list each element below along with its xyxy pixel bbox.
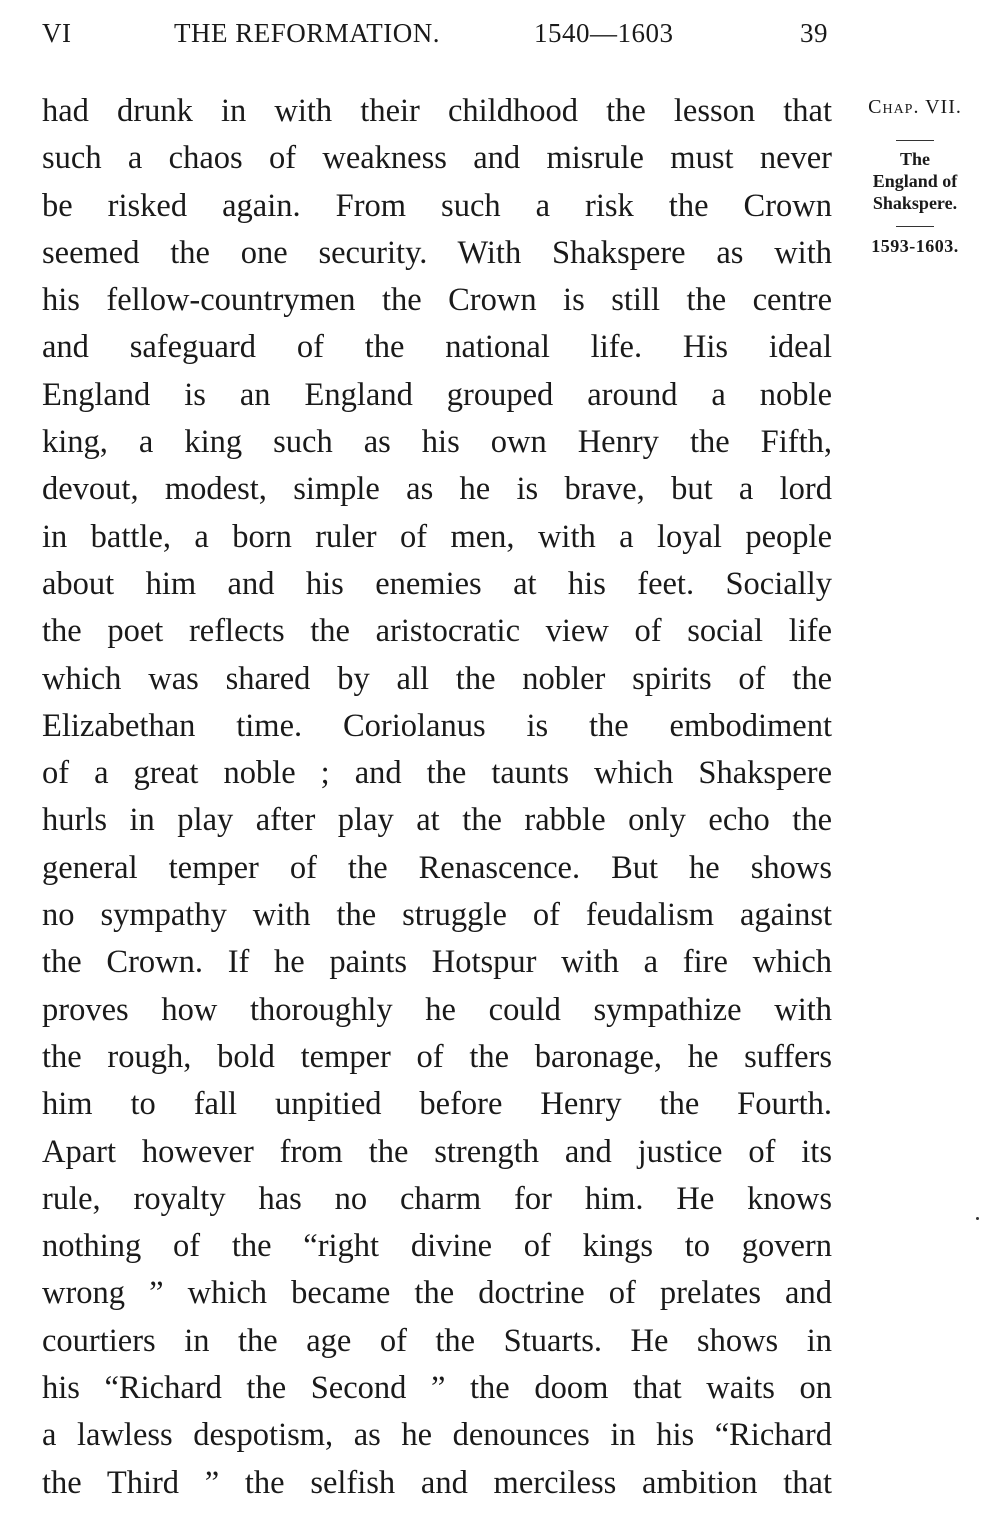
text-line: of a great noble ; and the taunts which Shakspere (42, 755, 832, 792)
sidenote-title (848, 148, 982, 214)
text-line: nothing of the “right divine of kings to govern (42, 1228, 832, 1265)
sidenote-years: 1593-1603. (871, 236, 959, 256)
text-line: wrong ” which became the doctrine of prelates and (42, 1275, 832, 1312)
sidenote-rule-bottom (896, 226, 934, 227)
text-line: be risked again. From such a risk the Crown (42, 187, 832, 224)
text-line: the rough, bold temper of the baronage, he suffers (42, 1038, 832, 1075)
text-line: rule, royalty has no charm for him. He knows (42, 1180, 832, 1217)
text-line: a lawless despotism, as he denounces in his “Richard (42, 1417, 832, 1454)
text-line: king, a king such as his own Henry the Fifth, (42, 424, 832, 461)
text-line: courtiers in the age of the Stuarts. He shows in (42, 1322, 832, 1359)
text-line: general temper of the Renascence. But he shows (42, 849, 832, 886)
text-line: no sympathy with the struggle of feudalism against (42, 897, 832, 934)
text-line: the poet reflects the aristocratic view of social life (42, 613, 832, 650)
text-line: had drunk in with their childhood the lesson that (42, 93, 832, 129)
text-line: proves how thoroughly he could sympathize with (42, 991, 832, 1028)
period-years: 1540—1603 (534, 18, 674, 48)
text-line: Apart however from the strength and justice of its (42, 1133, 832, 1170)
sidenote-title-line: England of (872, 171, 958, 191)
sidenote-title-line: Shakspere. (872, 193, 958, 213)
text-line: which was shared by all the nobler spirits of the (42, 660, 832, 697)
text-line: seemed the one security. With Shakspere as with (42, 234, 832, 271)
section-number: VI (42, 18, 72, 48)
sidenote-chapter: Chap. VII. (868, 96, 962, 118)
text-line: the Third ” the selfish and merciless ambition that (42, 1464, 832, 1501)
sidenote-rule-top (896, 140, 934, 141)
text-line: about him and his enemies at his feet. Socially (42, 565, 832, 602)
running-head (42, 18, 832, 58)
text-line: Elizabethan time. Coriolanus is the embodiment (42, 707, 832, 744)
text-line: his fellow-countrymen the Crown is still the centre (42, 282, 832, 319)
book-title: THE REFORMATION. (174, 18, 441, 48)
text-line: hurls in play after play at the rabble only echo the (42, 802, 832, 839)
text-line: England is an England grouped around a noble (42, 376, 832, 413)
text-line: and safeguard of the national life. His ideal (42, 329, 832, 366)
text-line: the Crown. If he paints Hotspur with a fire which (42, 944, 832, 981)
text-line: in battle, a born ruler of men, with a loyal people (42, 518, 832, 555)
ink-speck (976, 1217, 979, 1220)
text-line: such a chaos of weakness and misrule must never (42, 140, 832, 177)
page-number: 39 (800, 18, 828, 48)
text-line: devout, modest, simple as he is brave, but a lord (42, 471, 832, 508)
text-line: his “Richard the Second ” the doom that waits on (42, 1370, 832, 1407)
sidenote-title-line: The (899, 149, 930, 169)
body-text (42, 88, 832, 1507)
text-line: him to fall unpitied before Henry the Fourth. (42, 1086, 832, 1123)
